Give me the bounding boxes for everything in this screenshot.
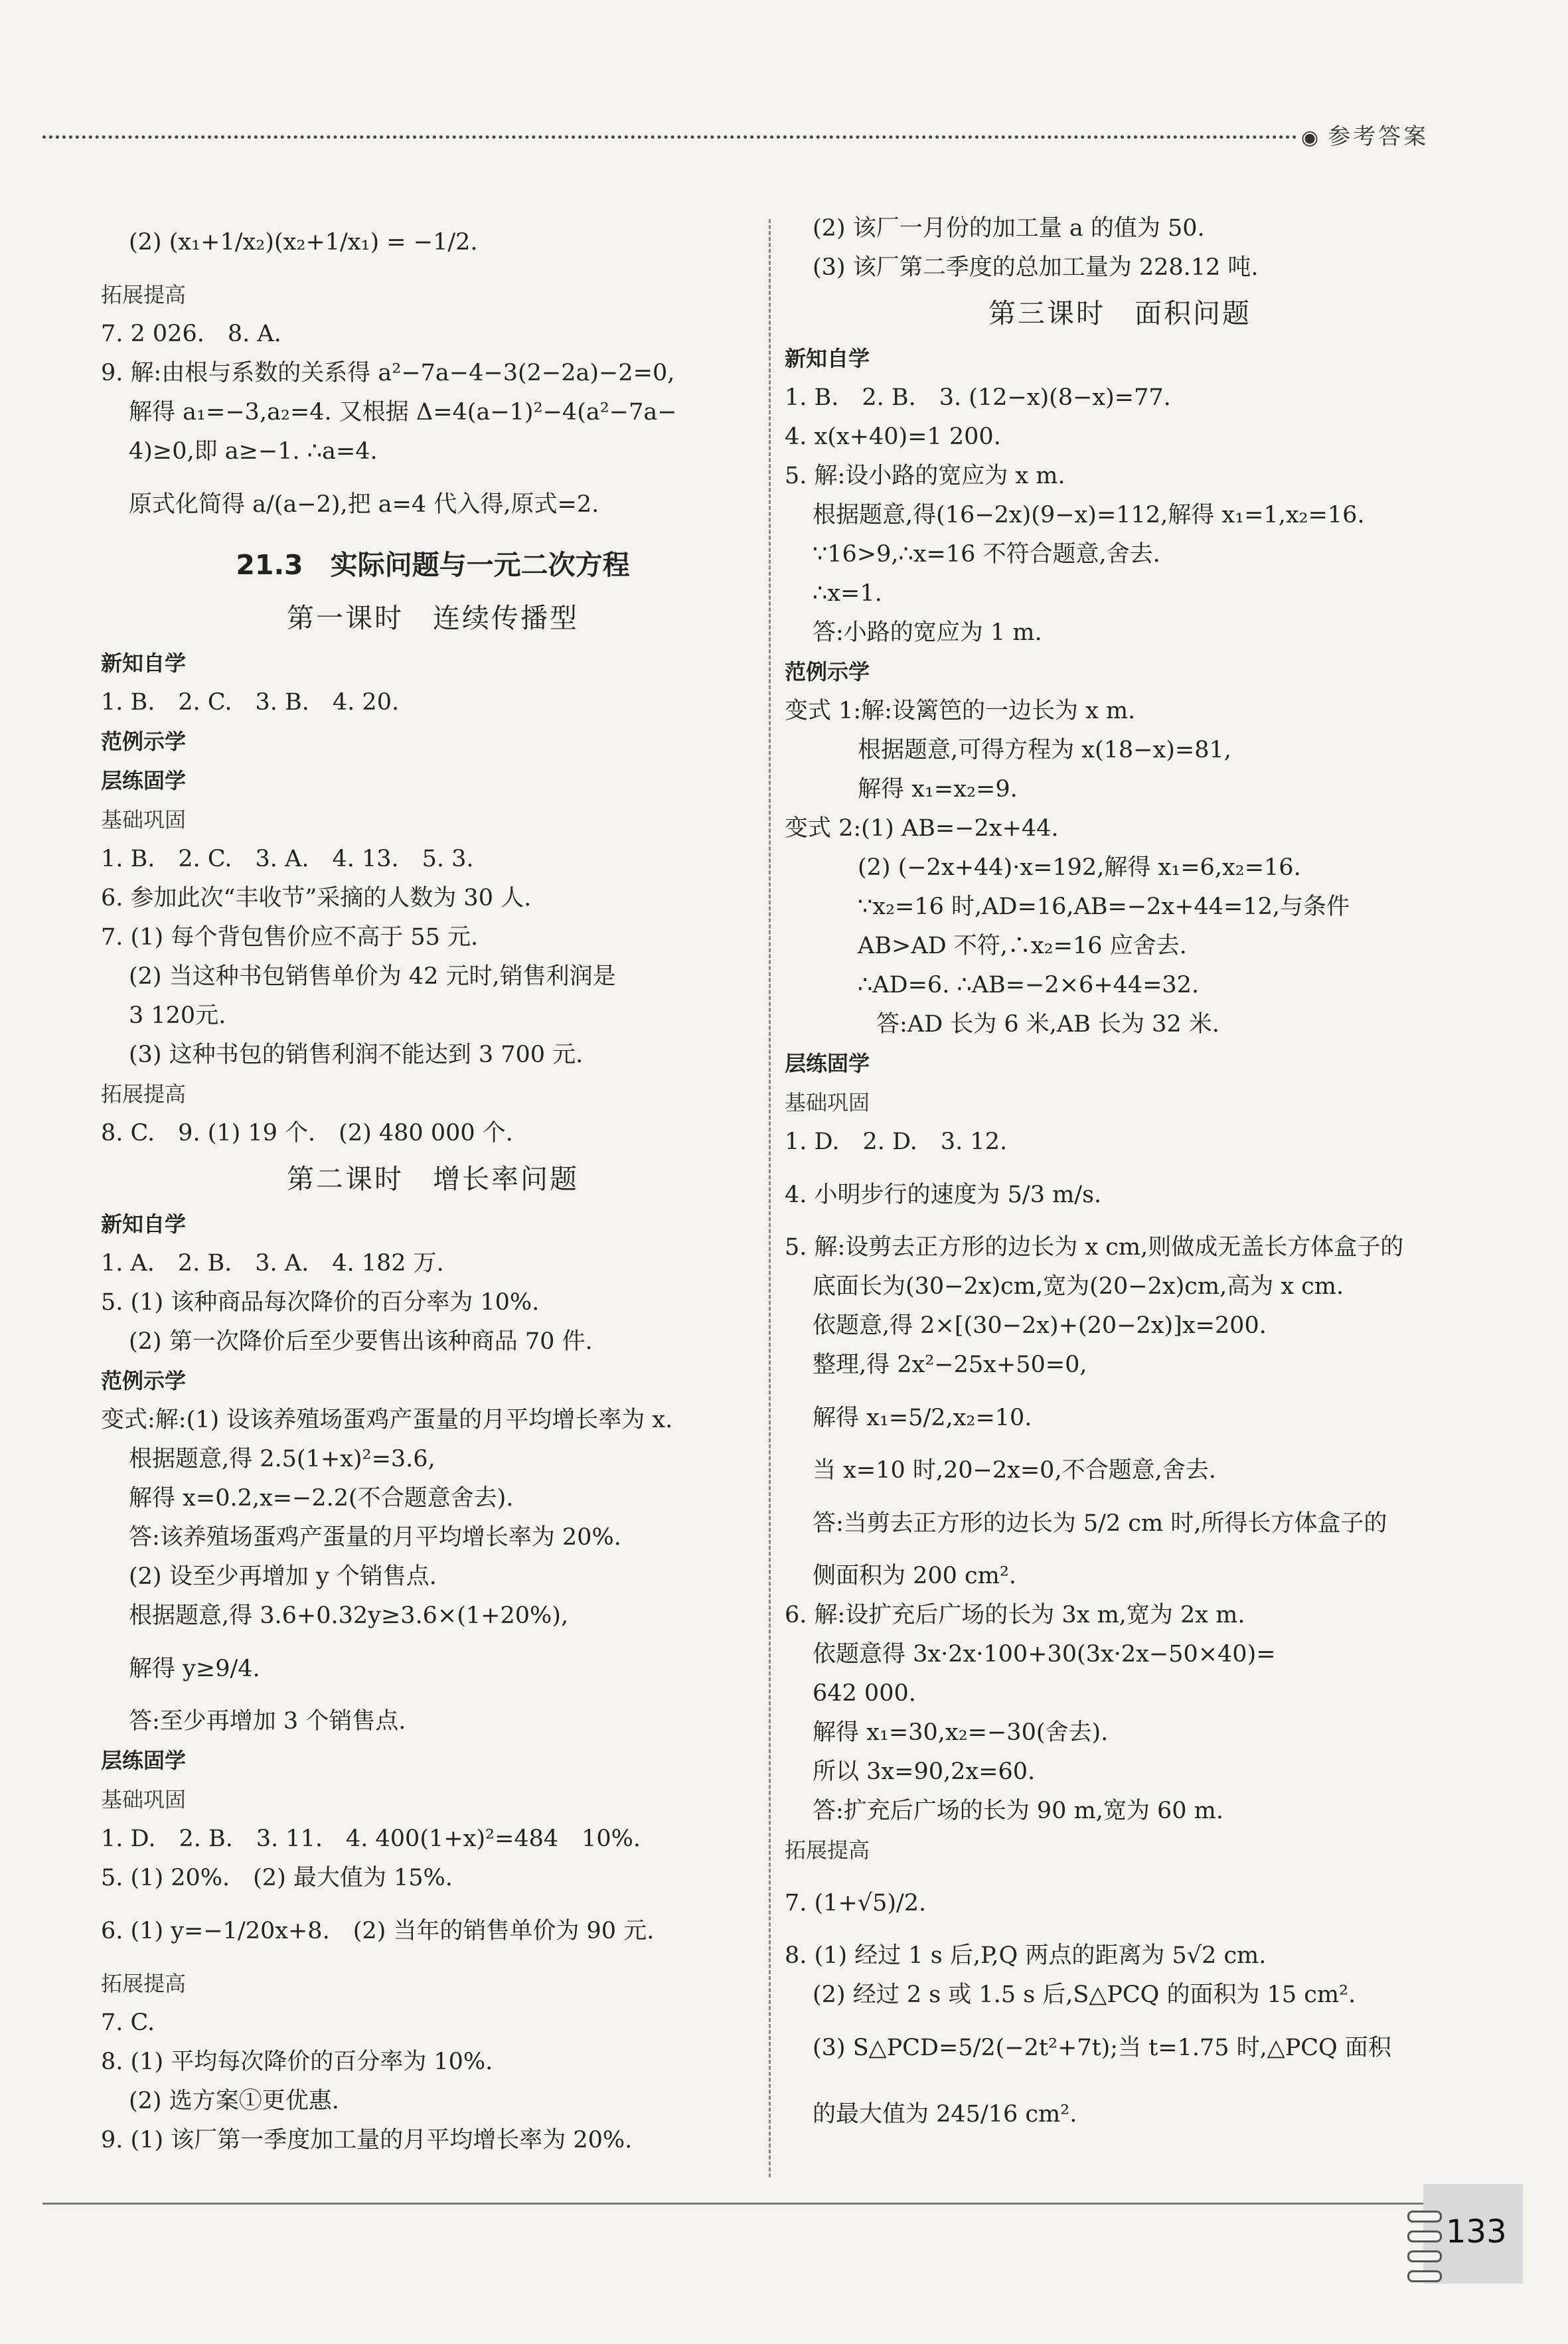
answer-line: 根据题意,得 2.5(1+x)²=3.6,: [129, 1446, 435, 1472]
binding-ring: [1407, 2211, 1442, 2223]
answer-line: (2) 当这种书包销售单价为 42 元时,销售利润是: [129, 963, 616, 990]
answer-line: 1. B. 2. C. 3. A. 4. 13. 5. 3.: [101, 846, 474, 872]
footer-rule: [42, 2203, 1423, 2205]
answer-line: 1. D. 2. D. 3. 12.: [785, 1129, 1008, 1155]
answer-line: (2) 该厂一月份的加工量 a 的值为 50.: [813, 215, 1205, 242]
section-heading: 范例示学: [101, 1368, 187, 1393]
right-column: [785, 209, 1455, 2148]
section-heading: 基础巩固: [101, 807, 187, 832]
answer-line: 9. 解:由根与系数的关系得 a²−7a−4−3(2−2a)−2=0,: [101, 360, 675, 386]
header-dotted-rule: [42, 135, 1297, 139]
answer-line: ∵x₂=16 时,AD=16,AB=−2x+44=12,与条件: [858, 894, 1350, 920]
lesson-title: 第二课时 增长率问题: [287, 1163, 579, 1195]
section-heading: 层练固学: [101, 768, 187, 793]
section-heading: 新知自学: [101, 651, 187, 676]
lesson-title: 21.3 实际问题与一元二次方程: [236, 549, 630, 581]
answer-line: 1. A. 2. B. 3. A. 4. 182 万.: [101, 1250, 444, 1277]
answer-line: 答:AD 长为 6 米,AB 长为 32 米.: [876, 1011, 1219, 1038]
answer-line: 底面长为(30−2x)cm,宽为(20−2x)cm,高为 x cm.: [813, 1273, 1344, 1300]
answer-line: 7. C.: [101, 2009, 155, 2036]
answer-line: 当 x=10 时,20−2x=0,不合题意,舍去.: [813, 1457, 1216, 1484]
answer-line: (2) 经过 2 s 或 1.5 s 后,S△PCQ 的面积为 15 cm².: [813, 1982, 1356, 2008]
answer-line: 8. (1) 经过 1 s 后,P,Q 两点的距离为 5√2 cm.: [785, 1942, 1267, 1969]
section-heading: 拓展提高: [101, 282, 187, 307]
answer-line: 642 000.: [813, 1680, 916, 1707]
section-heading: 拓展提高: [101, 1971, 187, 1996]
binding-ring: [1407, 2230, 1442, 2242]
answer-line: 6. (1) y=−1/20x+8. (2) 当年的销售单价为 90 元.: [101, 1918, 655, 1944]
answer-line: 变式:解:(1) 设该养殖场蛋鸡产蛋量的月平均增长率为 x.: [101, 1407, 673, 1433]
answer-line: 依题意得 3x·2x·100+30(3x·2x−50×40)=: [813, 1641, 1276, 1668]
answer-line: 7. (1) 每个背包售价应不高于 55 元.: [101, 924, 479, 951]
section-heading: 范例示学: [785, 659, 870, 684]
answer-line: ∵16>9,∴x=16 不符合题意,舍去.: [813, 541, 1160, 568]
answer-line: 1. B. 2. C. 3. B. 4. 20.: [101, 689, 400, 716]
answer-line: (3) S△PCD=5/2(−2t²+7t);当 t=1.75 时,△PCQ 面积: [813, 2035, 1391, 2061]
answer-line: 1. B. 2. B. 3. (12−x)(8−x)=77.: [785, 384, 1171, 411]
answer-line: 7. (1+√5)/2.: [785, 1890, 927, 1916]
answer-line: 解得 y≥9/4.: [129, 1656, 260, 1682]
answer-line: 根据题意,得(16−2x)(9−x)=112,解得 x₁=1,x₂=16.: [813, 502, 1365, 528]
binding-ring: [1407, 2270, 1442, 2282]
answer-line: 8. C. 9. (1) 19 个. (2) 480 000 个.: [101, 1120, 513, 1146]
answer-line: 5. (1) 该种商品每次降价的百分率为 10%.: [101, 1289, 540, 1316]
answer-line: 答:当剪去正方形的边长为 5/2 cm 时,所得长方体盒子的: [813, 1510, 1387, 1537]
answer-line: 解得 x₁=x₂=9.: [858, 776, 1018, 803]
answer-line: (2) 选方案①更优惠.: [129, 2088, 339, 2114]
answer-line: (3) 这种书包的销售利润不能达到 3 700 元.: [129, 1042, 584, 1068]
section-heading: 层练固学: [101, 1748, 187, 1773]
bullet-icon: ◉: [1301, 126, 1322, 149]
section-heading: 层练固学: [785, 1051, 870, 1076]
answer-line: 6. 参加此次“丰收节”采摘的人数为 30 人.: [101, 885, 532, 911]
answer-line: 的最大值为 245/16 cm².: [813, 2101, 1077, 2128]
lesson-title: 第三课时 面积问题: [988, 297, 1251, 329]
section-heading: 范例示学: [101, 729, 187, 754]
answer-line: 5. 解:设剪去正方形的边长为 x cm,则做成无盖长方体盒子的: [785, 1234, 1404, 1261]
section-heading: 新知自学: [101, 1211, 187, 1237]
answer-line: 1. D. 2. B. 3. 11. 4. 400(1+x)²=484 10%.: [101, 1826, 641, 1852]
answer-line: 解得 x=0.2,x=−2.2(不合题意舍去).: [129, 1485, 514, 1512]
answer-line: 9. (1) 该厂第一季度加工量的月平均增长率为 20%.: [101, 2127, 633, 2153]
answer-line: 解得 a₁=−3,a₂=4. 又根据 Δ=4(a−1)²−4(a²−7a−: [129, 399, 677, 426]
answer-line: 7. 2 026. 8. A.: [101, 321, 281, 347]
answer-line: 答:至少再增加 3 个销售点.: [129, 1708, 406, 1735]
answer-line: (2) 设至少再增加 y 个销售点.: [129, 1563, 437, 1590]
column-divider: [769, 219, 771, 2177]
answer-line: (2) 第一次降价后至少要售出该种商品 70 件.: [129, 1328, 593, 1355]
answer-line: 所以 3x=90,2x=60.: [813, 1758, 1036, 1785]
section-heading: 拓展提高: [101, 1081, 187, 1107]
answer-line: AB>AD 不符,∴x₂=16 应舍去.: [858, 933, 1187, 959]
answer-line: 5. (1) 20%. (2) 最大值为 15%.: [101, 1865, 453, 1891]
answer-line: 4)≥0,即 a≥−1. ∴a=4.: [129, 438, 378, 465]
answer-line: 4. x(x+40)=1 200.: [785, 424, 1001, 450]
answer-line: 解得 x₁=30,x₂=−30(舍去).: [813, 1719, 1109, 1746]
answer-line: (2) (−2x+44)·x=192,解得 x₁=6,x₂=16.: [858, 854, 1301, 881]
header-label: [1301, 118, 1429, 151]
answer-line: 4. 小明步行的速度为 5/3 m/s.: [785, 1182, 1102, 1208]
answer-line: (2) (x₁+1/x₂)(x₂+1/x₁) = −1/2.: [129, 229, 478, 256]
answer-line: 答:小路的宽应为 1 m.: [813, 619, 1042, 646]
answer-line: 依题意,得 2×[(30−2x)+(20−2x)]x=200.: [813, 1312, 1267, 1339]
answer-line: 侧面积为 200 cm².: [813, 1563, 1017, 1589]
answer-line: 答:扩充后广场的长为 90 m,宽为 60 m.: [813, 1798, 1223, 1824]
answer-line: 原式化简得 a/(a−2),把 a=4 代入得,原式=2.: [129, 491, 599, 518]
answer-line: (3) 该厂第二季度的总加工量为 228.12 吨.: [813, 254, 1259, 281]
section-heading: 新知自学: [785, 346, 870, 371]
answer-line: ∴AD=6. ∴AB=−2×6+44=32.: [858, 972, 1200, 998]
section-heading: 拓展提高: [785, 1837, 870, 1863]
lesson-title: 第一课时 连续传播型: [287, 602, 579, 634]
answer-line: ∴x=1.: [813, 580, 882, 607]
section-heading: 基础巩固: [101, 1787, 187, 1812]
answer-line: 根据题意,可得方程为 x(18−x)=81,: [858, 737, 1231, 763]
answer-line: 整理,得 2x²−25x+50=0,: [813, 1352, 1087, 1378]
answer-line: 答:该养殖场蛋鸡产蛋量的月平均增长率为 20%.: [129, 1524, 621, 1551]
left-column: [101, 209, 765, 2160]
answer-line: 根据题意,得 3.6+0.32y≥3.6×(1+20%),: [129, 1602, 569, 1629]
binding-ring: [1407, 2250, 1442, 2262]
answer-line: 3 120元.: [129, 1002, 226, 1029]
answer-line: 变式 2:(1) AB=−2x+44.: [785, 815, 1059, 842]
answer-line: 6. 解:设扩充后广场的长为 3x m,宽为 2x m.: [785, 1602, 1245, 1628]
answer-line: 解得 x₁=5/2,x₂=10.: [813, 1405, 1032, 1431]
answer-line: 变式 1:解:设篱笆的一边长为 x m.: [785, 698, 1136, 724]
answer-line: 5. 解:设小路的宽应为 x m.: [785, 463, 1065, 489]
page-number: 133: [1446, 2213, 1507, 2250]
section-heading: 基础巩固: [785, 1090, 870, 1115]
header-label-text: 参考答案: [1328, 123, 1429, 150]
answer-line: 8. (1) 平均每次降价的百分率为 10%.: [101, 2049, 493, 2075]
